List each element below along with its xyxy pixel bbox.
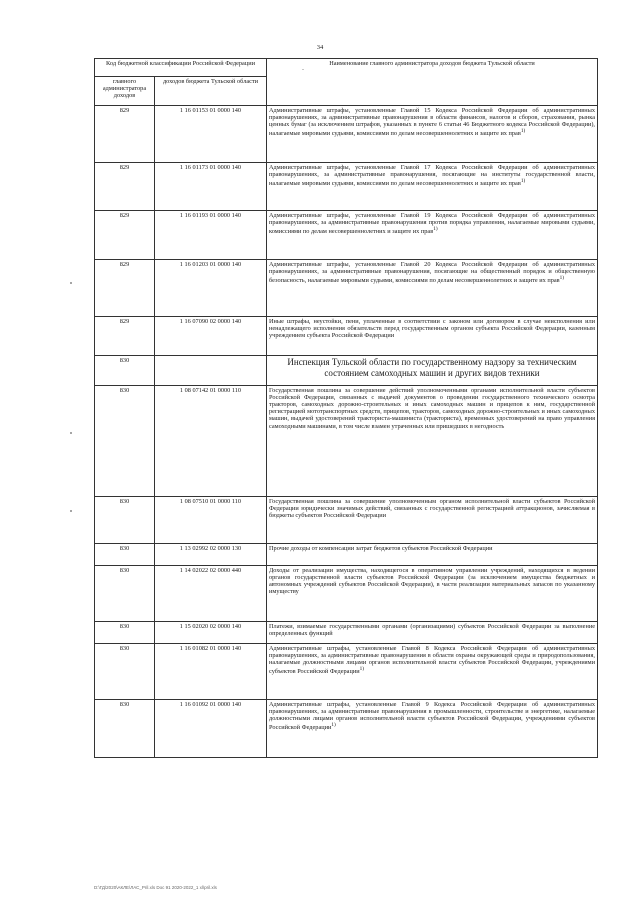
budget-classification-table bbox=[94, 58, 598, 758]
budget-code: 1 13 02992 02 0000 130 bbox=[155, 544, 267, 566]
table-row bbox=[95, 106, 598, 163]
footnote-mark: 1) bbox=[331, 722, 336, 729]
admin-code: 830 bbox=[95, 386, 155, 497]
name-column-header: Наименование главного администратора доходов бюджета Тульской области bbox=[267, 59, 598, 106]
footnote-mark: 1) bbox=[359, 666, 364, 673]
admin-subheader: главного администратора доходов bbox=[95, 77, 155, 106]
admin-code: 830 bbox=[95, 544, 155, 566]
admin-code: 829 bbox=[95, 106, 155, 163]
admin-code: 830 bbox=[95, 644, 155, 700]
budget-code: 1 16 07090 02 0000 140 bbox=[155, 317, 267, 356]
scan-speck bbox=[70, 510, 72, 512]
budget-code: 1 08 07510 01 0000 110 bbox=[155, 497, 267, 544]
admin-code: 830 bbox=[95, 566, 155, 622]
admin-code: 830 bbox=[95, 356, 155, 386]
table-row bbox=[95, 260, 598, 317]
income-description: Доходы от реализации имущества, находящегося в оперативном управлении учреждений, находящихся в ведении органов государственной власти субъектов Российской Федерации (за исключением имущества бюджетных и автономных учреждений субъектов Российской Федерации), в части реализации материальных запасов по указанному имуществу bbox=[267, 566, 598, 622]
admin-code: 830 bbox=[95, 497, 155, 544]
income-description: Прочие доходы от компенсации затрат бюджетов субъектов Российской Федерации bbox=[267, 544, 598, 566]
page-number: 34 bbox=[316, 44, 324, 51]
admin-code: 829 bbox=[95, 163, 155, 211]
scan-speck bbox=[70, 432, 72, 434]
table-row bbox=[95, 163, 598, 211]
scan-mark: - bbox=[302, 67, 304, 73]
income-description: Государственная пошлина за совершение действий уполномоченными органами исполнительной власти субъектов Российской Федерации, связанных с выдачей документов о проведении государственного технического осмотра тракторов, самоходных дорожно-строительных и иных самоходных машин и прицепов к ним, государственной регистрацией мототранспортных средств, прицепов, тракторов, самоходных дорожно-строительных и иных самоходных машин, выдачей удостоверений тракториста-машиниста (тракториста), временных удостоверений на право управления самоходными машинами, в том числе взамен утраченных или пришедших в негодность bbox=[267, 386, 598, 497]
admin-code: 829 bbox=[95, 317, 155, 356]
table-row bbox=[95, 211, 598, 260]
table-row bbox=[95, 317, 598, 356]
footer-file-path: D:\ГД\2020\АКЛЕ\ЛАС_Pril.xls Doc 91 2020-2022_1 xl\pril.xls bbox=[94, 885, 217, 890]
budget-code: 1 15 02020 02 0000 140 bbox=[155, 622, 267, 644]
budget-code: 1 16 01203 01 0000 140 bbox=[155, 260, 267, 317]
table-row bbox=[95, 700, 598, 758]
table-row bbox=[95, 644, 598, 700]
table-header-row bbox=[95, 59, 598, 77]
income-description: Платежи, взимаемые государственными органами (организациями) субъектов Российской Федерации за выполнение определенных функций bbox=[267, 622, 598, 644]
section-row bbox=[95, 356, 598, 386]
budget-code: 1 16 01092 01 0000 140 bbox=[155, 700, 267, 758]
budget-code: 1 16 01173 01 0000 140 bbox=[155, 163, 267, 211]
income-subheader: доходов бюджета Тульской области bbox=[155, 77, 267, 106]
budget-code: 1 08 07142 01 0000 110 bbox=[155, 386, 267, 497]
income-description: Административные штрафы, установленные Главой 8 Кодекса Российской Федерации об административных правонарушениях, за административные правонарушения в области охраны окружающей среды и природопользования, налагаемые должностными лицами органов исполнительной власти субъектов Российской Федерации, учреждениями субъектов Российской Федерации$^{1)}$ bbox=[267, 644, 598, 700]
admin-code: 829 bbox=[95, 211, 155, 260]
code-group-header: Код бюджетной классификации Российской Федерации bbox=[95, 59, 267, 77]
table-row bbox=[95, 544, 598, 566]
admin-code: 830 bbox=[95, 622, 155, 644]
empty-cell bbox=[155, 356, 267, 386]
income-description: Административные штрафы, установленные Главой 19 Кодекса Российской Федерации об административных правонарушениях, за административные правонарушения против порядка управления, налагаемые мировыми судьями, комиссиями по делам несовершеннолетних и защите их прав$^{1)}$ bbox=[267, 211, 598, 260]
income-description: Иные штрафы, неустойки, пени, уплаченные в соответствии с законом или договором в случае неисполнения или ненадлежащего исполнения обязательств перед государственным органом субъекта Российской Федерации, казенным учреждением субъекта Российской Федерации bbox=[267, 317, 598, 356]
budget-code: 1 16 01082 01 0000 140 bbox=[155, 644, 267, 700]
footnote-mark: 1) bbox=[520, 128, 526, 135]
table-row bbox=[95, 566, 598, 622]
footnote-mark: 1) bbox=[433, 225, 438, 232]
admin-code: 830 bbox=[95, 700, 155, 758]
table-row bbox=[95, 622, 598, 644]
table-row bbox=[95, 497, 598, 544]
income-description: Административные штрафы, установленные Главой 15 Кодекса Российской Федерации об административных правонарушениях, за административные правонарушения в области финансов, налогов и сборов, страхования, рынка ценных бумаг (за исключением штрафов, указанных в пункте 6 статьи 46 Бюджетного кодекса Российской Федерации), налагаемые мировыми судьями, комиссиями по делам несовершеннолетних и защите их прав$^{1)}$ bbox=[267, 106, 598, 163]
budget-code: 1 16 01193 01 0000 140 bbox=[155, 211, 267, 260]
income-description: Государственная пошлина за совершение уполномоченным органом исполнительной власти субъектов Российской Федерации юридически значимых действий, связанных с государственной регистрацией аттракционов, зачисляемая в бюджеты субъектов Российской Федерации bbox=[267, 497, 598, 544]
budget-code: 1 16 01153 01 0000 140 bbox=[155, 106, 267, 163]
income-description: Административные штрафы, установленные Главой 20 Кодекса Российской Федерации об административных правонарушениях, за административные правонарушения, посягающие на общественный порядок и общественную безопасность, налагаемые мировыми судьями, комиссиями по делам несовершеннолетних и защите их прав$^{1)}$ bbox=[267, 260, 598, 317]
footnote-mark: 1) bbox=[559, 274, 564, 281]
income-description: Административные штрафы, установленные Главой 9 Кодекса Российской Федерации об административных правонарушениях, за административные правонарушения в промышленности, строительстве и энергетике, налагаемые должностными лицами органов исполнительной власти субъектов Российской Федерации, учреждениями субъектов Российской Федерации$^{1)}$ bbox=[267, 700, 598, 758]
section-title: Инспекция Тульской области по государственному надзору за техническим состоянием самоходных машин и других видов техники bbox=[267, 356, 598, 386]
scan-speck bbox=[70, 282, 72, 284]
footnote-mark: 1) bbox=[520, 177, 526, 184]
budget-code: 1 14 02022 02 0000 440 bbox=[155, 566, 267, 622]
admin-code: 829 bbox=[95, 260, 155, 317]
table-row bbox=[95, 386, 598, 497]
income-description: Административные штрафы, установленные Главой 17 Кодекса Российской Федерации об административных правонарушениях, за административные правонарушения, посягающие на институты государственной власти, налагаемые мировыми судьями, комиссиями по делам несовершеннолетних и защите их прав$^{1)}$ bbox=[267, 163, 598, 211]
